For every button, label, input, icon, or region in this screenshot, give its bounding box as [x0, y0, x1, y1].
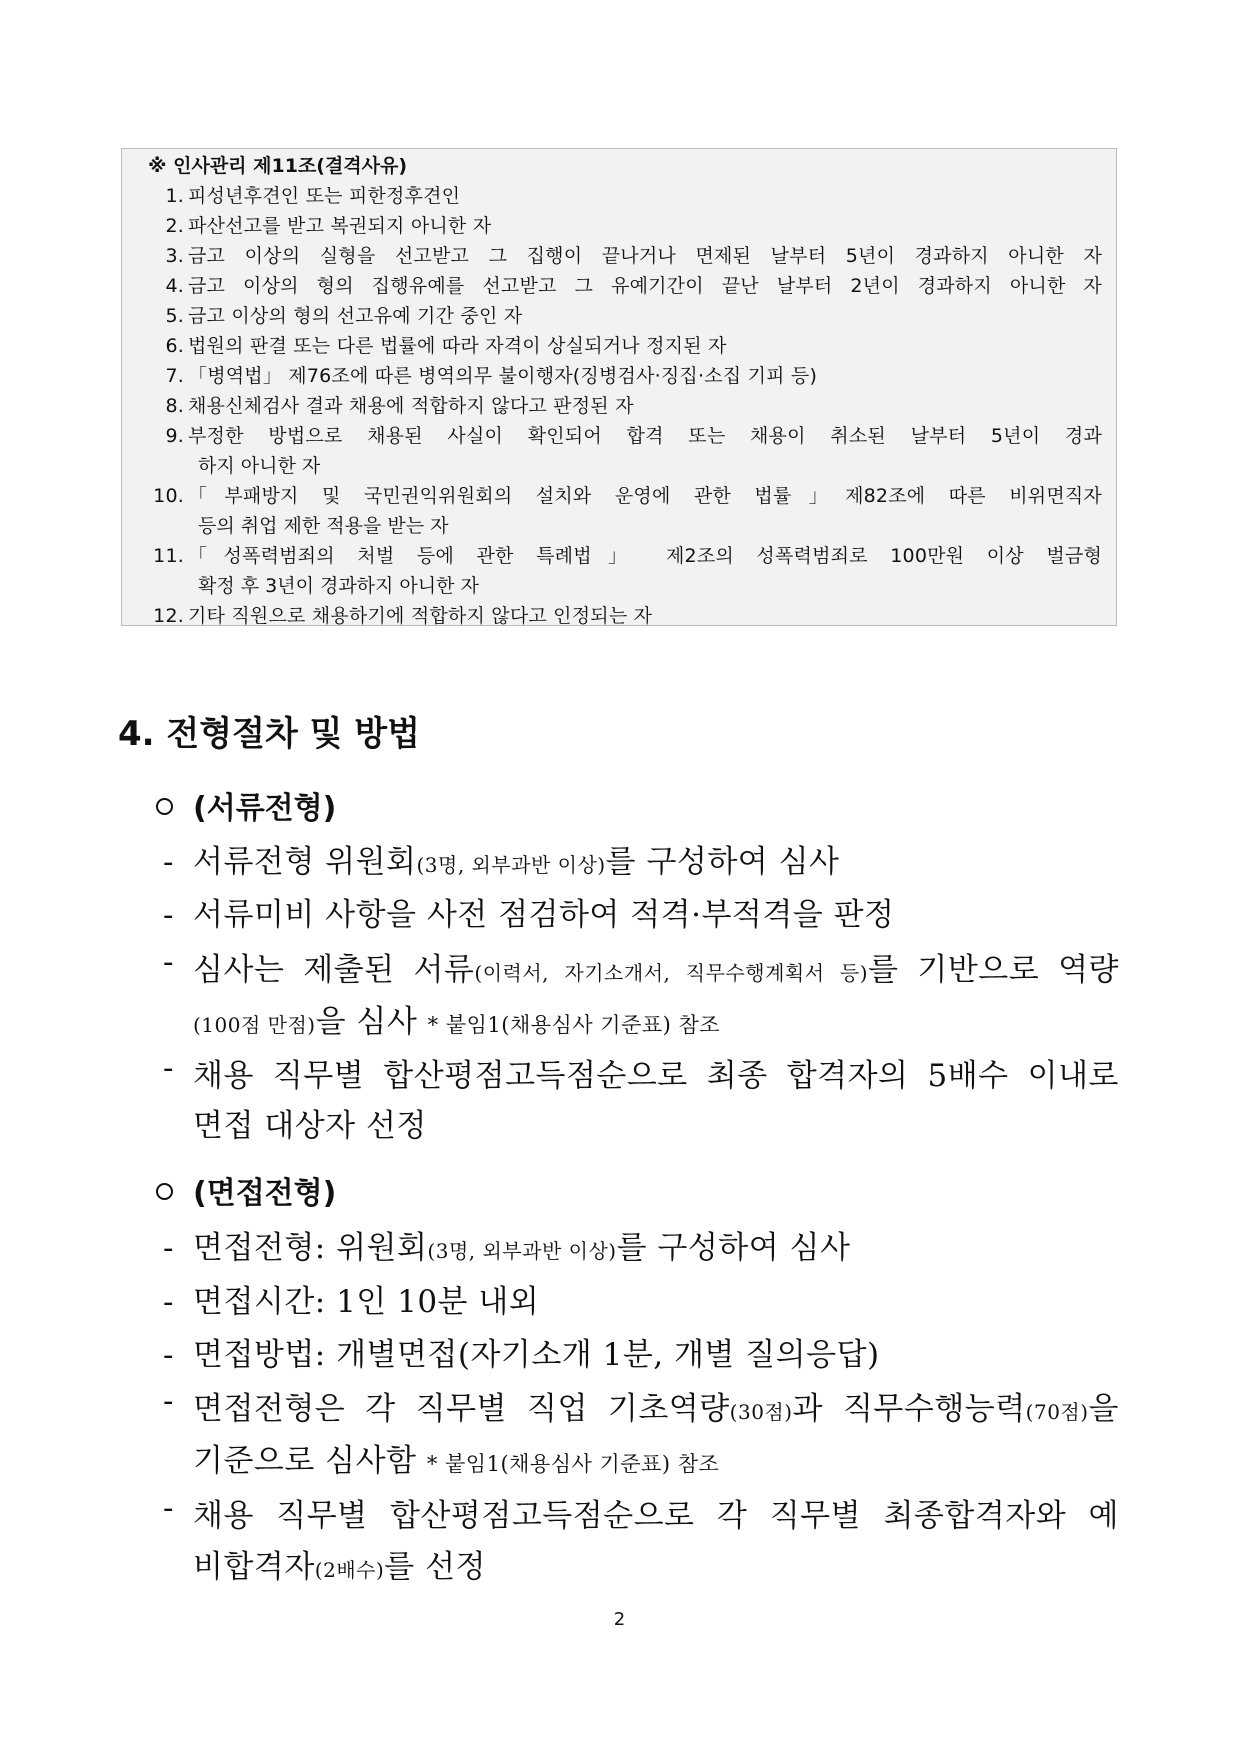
line-text: 를 구성하여 심사	[616, 1230, 851, 1266]
notice-item-number: 6.	[165, 335, 184, 357]
notice-item	[122, 481, 1116, 511]
interview-screening-line	[163, 1276, 1119, 1321]
line-text: 서류전형 위원회	[193, 844, 417, 880]
notice-item	[122, 271, 1116, 301]
dash-bullet: -	[163, 897, 174, 933]
line-text: 면접전형은 각 직무별 직업 기초역량	[193, 1391, 730, 1427]
line-text: 채용 직무별 합산평점고득점순으로 각 직무별 최종합격자와 예	[193, 1498, 1119, 1534]
notice-item-number: 9.	[165, 425, 184, 447]
document-screening-line	[163, 1050, 1119, 1095]
document-screening-heading-text: (서류전형)	[193, 791, 337, 826]
notice-item-text: 금고 이상의 형의 선고유예 기간 중인 자	[188, 305, 523, 327]
line-text: 면접시간: 1인 10분 내외	[193, 1284, 540, 1320]
line-text: 비합격자	[193, 1549, 315, 1585]
notice-item-text: 「성폭력범죄의 처벌 등에 관한 특례법」 제2조의 성폭력범죄로 100만원 이상 벌금형	[188, 545, 1102, 567]
notice-item-text: 금고 이상의 형의 집행유예를 선고받고 그 유예기간이 끝난 날부터 2년이 경과하지 아니한 자	[188, 275, 1102, 297]
line-note: (2배수)	[314, 1558, 385, 1582]
notice-item-number: 10.	[153, 485, 184, 507]
notice-item	[122, 541, 1116, 571]
line-note: (3명, 외부과반 이상)	[427, 1239, 617, 1263]
line-note: (3명, 외부과반 이상)	[416, 853, 606, 877]
notice-item-text: 파산선고를 받고 복권되지 아니한 자	[188, 215, 492, 237]
notice-item-number: 4.	[165, 275, 184, 297]
notice-item-continuation: 하지 아니한 자	[198, 455, 321, 477]
notice-item-text: 법원의 판결 또는 다른 법률에 따라 자격이 상실되거나 정지된 자	[188, 335, 727, 357]
notice-item-continuation: 등의 취업 제한 적용을 받는 자	[198, 515, 449, 537]
notice-item-number: 3.	[165, 245, 184, 267]
interview-screening-line	[163, 1329, 1119, 1374]
notice-item-text: 채용신체검사 결과 채용에 적합하지 않다고 판정된 자	[188, 395, 634, 417]
line-body	[193, 944, 1119, 989]
notice-item	[122, 241, 1116, 271]
disqualification-notice-box	[121, 148, 1117, 626]
notice-item-number: 7.	[165, 365, 184, 387]
dash-bullet: -	[163, 1230, 174, 1266]
line-note: (30점)	[729, 1400, 793, 1424]
line-note: (이력서, 자기소개서, 직무수행계획서 등)	[474, 961, 869, 985]
interview-screening-heading	[156, 1168, 336, 1212]
notice-item-text: 피성년후견인 또는 피한정후견인	[188, 185, 461, 207]
notice-item	[122, 391, 1116, 421]
dash-bullet: -	[163, 1490, 174, 1526]
interview-screening-line-continuation	[193, 1541, 1149, 1586]
line-note: (70점)	[1025, 1400, 1089, 1424]
document-screening-heading	[156, 783, 336, 827]
notice-item-number: 5.	[165, 305, 184, 327]
line-text: 를 선정	[384, 1549, 486, 1585]
dash-bullet: -	[163, 1337, 174, 1373]
notice-item-text: 「부패방지 및 국민권익위원회의 설치와 운영에 관한 법률」제82조에 따른 비위면직자	[188, 485, 1102, 507]
circle-bullet-icon	[156, 1183, 173, 1200]
line-text: 을	[1088, 1391, 1119, 1427]
notice-item-number: 11.	[153, 545, 184, 567]
line-text: 과 직무수행능력	[792, 1391, 1026, 1427]
notice-item-text: 금고 이상의 실형을 선고받고 그 집행이 끝나거나 면제된 날부터 5년이 경과하지 아니한 자	[188, 245, 1102, 267]
interview-screening-line	[163, 1383, 1119, 1428]
line-text: 서류미비 사항을 사전 점검하여 적격·부적격을 판정	[193, 897, 895, 933]
document-screening-line-continuation: 면접 대상자 선정	[193, 1108, 427, 1144]
line-text: 심사는 제출된 서류	[193, 952, 475, 988]
notice-item	[122, 421, 1116, 451]
notice-item	[122, 211, 1116, 241]
interview-screening-line	[163, 1222, 1119, 1267]
interview-screening-line	[163, 1490, 1119, 1535]
dash-bullet: -	[163, 1383, 174, 1419]
notice-item-text: 「병역법」 제76조에 따른 병역의무 불이행자(징병검사·징집·소집 기피 등)	[188, 365, 818, 387]
interview-screening-line-continuation	[193, 1435, 1149, 1480]
notice-item-number: 8.	[165, 395, 184, 417]
line-note: (100점 만점)	[193, 1013, 316, 1037]
notice-item-number: 1.	[165, 185, 184, 207]
dash-bullet: -	[163, 1284, 174, 1320]
notice-item-text: 부정한 방법으로 채용된 사실이 확인되어 합격 또는 채용이 취소된 날부터 5년이 경과	[188, 425, 1102, 447]
dash-bullet: -	[163, 844, 174, 880]
line-text: 면접방법: 개별면접(자기소개 1분, 개별 질의응답)	[193, 1337, 880, 1373]
notice-item-continuation: 확정 후 3년이 경과하지 아니한 자	[198, 575, 479, 597]
document-screening-line	[163, 889, 1119, 934]
line-text: 를 기반으로 역량	[868, 952, 1119, 988]
notice-item	[122, 361, 1116, 391]
line-text: 을 심사	[315, 1004, 418, 1040]
notice-item	[122, 601, 1116, 631]
notice-title: ※ 인사관리 제11조(결격사유)	[148, 155, 408, 177]
line-text: 를 구성하여 심사	[605, 844, 840, 880]
dash-bullet: -	[163, 1050, 174, 1086]
notice-item-text: 기타 직원으로 채용하기에 적합하지 않다고 인정되는 자	[188, 605, 653, 627]
interview-screening-heading-text: (면접전형)	[193, 1176, 337, 1211]
notice-item-number: 2.	[165, 215, 184, 237]
section-title: 4. 전형절차 및 방법	[118, 714, 420, 754]
line-text: 채용 직무별 합산평점고득점순으로 최종 합격자의 5배수 이내로	[193, 1058, 1119, 1094]
dash-bullet: -	[163, 944, 174, 980]
notice-item	[122, 181, 1116, 211]
document-screening-line-continuation	[193, 996, 1149, 1041]
document-screening-line	[163, 836, 1119, 881]
notice-item	[122, 331, 1116, 361]
reference-note: * 붙임1(채용심사 기준표) 참조	[426, 1452, 720, 1476]
page-number: 2	[613, 1609, 626, 1630]
document-screening-line	[163, 944, 1119, 989]
reference-note: * 붙임1(채용심사 기준표) 참조	[427, 1013, 721, 1037]
notice-item-number: 12.	[153, 605, 184, 627]
circle-bullet-icon	[156, 798, 173, 815]
line-text: 면접전형: 위원회	[193, 1230, 428, 1266]
notice-item	[122, 301, 1116, 331]
line-body	[193, 1383, 1119, 1428]
line-text: 기준으로 심사함	[193, 1443, 417, 1479]
